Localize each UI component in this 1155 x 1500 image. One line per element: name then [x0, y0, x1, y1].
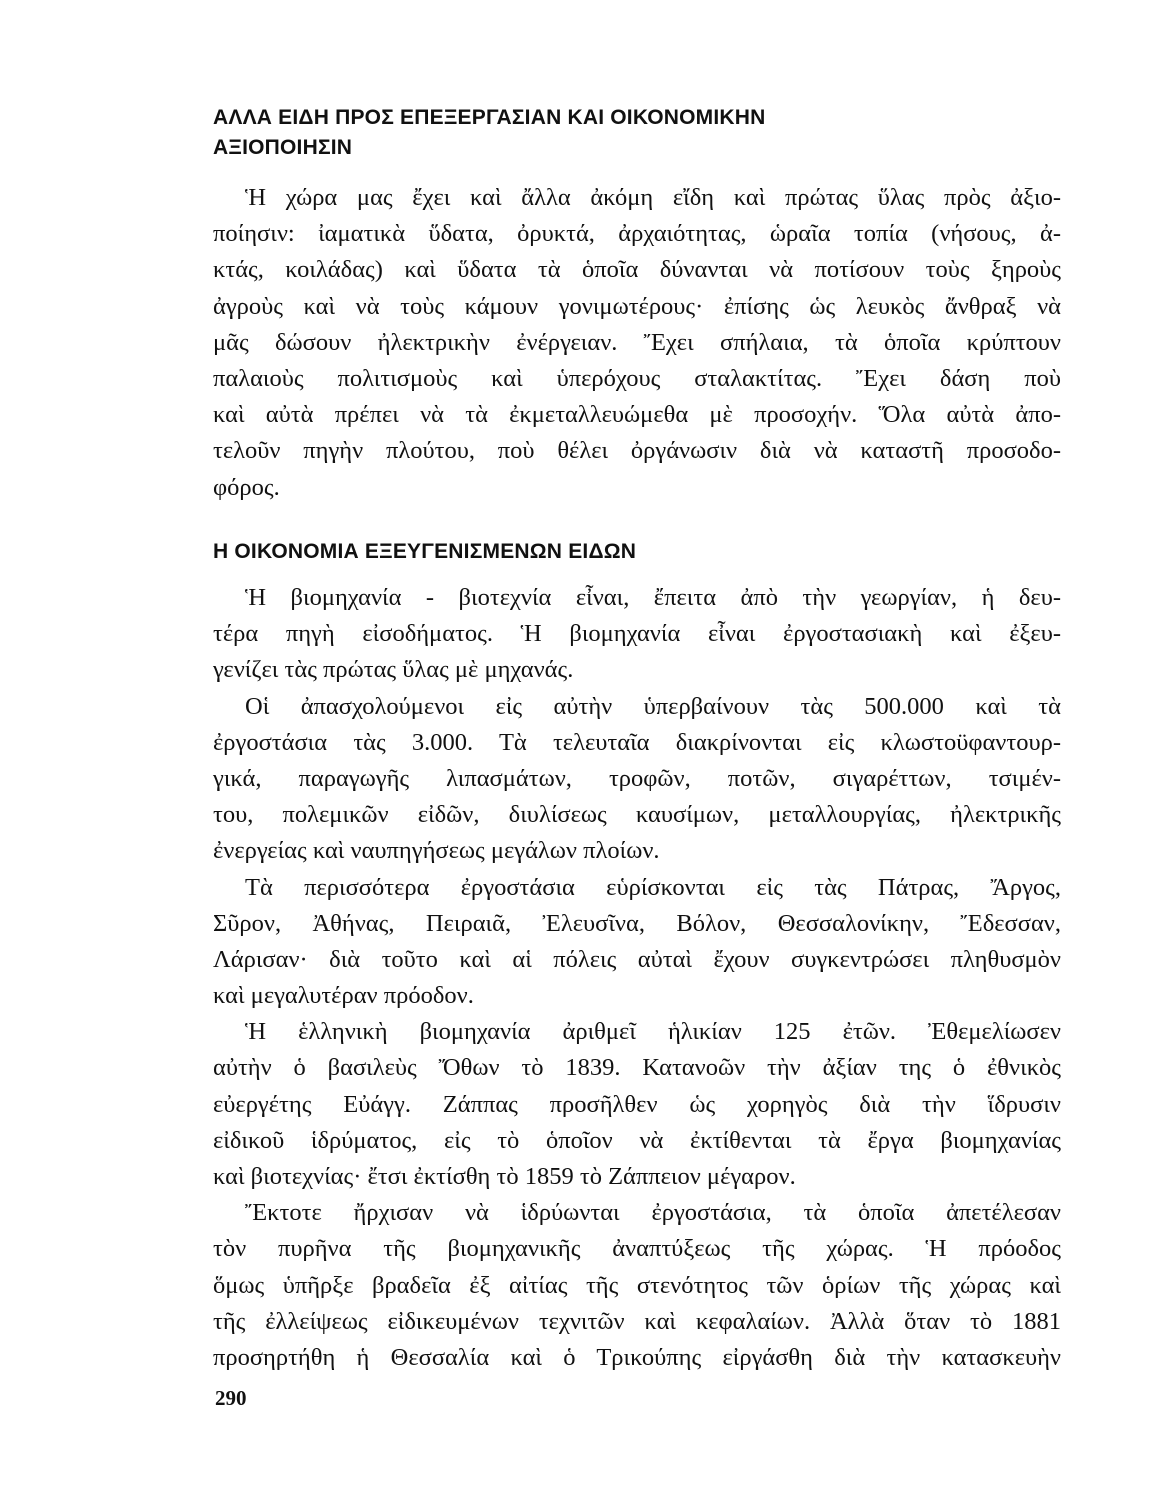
- text-line: του, πολεμικῶν εἰδῶν, διυλίσεως καυσίμων, μεταλλουργίας, ἠλεκτρικῆς: [213, 801, 1061, 829]
- page-number: 290: [215, 1386, 247, 1410]
- text-line: Ἡ χώρα μας ἔχει καὶ ἄλλα ἀκόμη εἴδη καὶ πρώτας ὕλας πρὸς ἀξιο-: [245, 184, 1061, 211]
- text-line: τῆς ἐλλείψεως εἰδικευμένων τεχνιτῶν καὶ κεφαλαίων. Ἀλλὰ ὅταν τὸ 1881: [213, 1307, 1061, 1335]
- text-line: ἐργοστάσια τὰς 3.000. Τὰ τελευταῖα διακρίνονται εἰς κλωστοϋφαντουρ-: [213, 728, 1061, 756]
- text-line: ποίησιν: ἰαματικὰ ὕδατα, ὀρυκτά, ἀρχαιότητας, ὡραῖα τοπία (νήσους, ἀ-: [213, 220, 1061, 248]
- text-line: αὐτὴν ὁ βασιλεὺς Ὄθων τὸ 1839. Κατανοῶν τὴν ἀξίαν της ὁ ἐθνικὸς: [213, 1054, 1061, 1082]
- text-line: τέρα πηγὴ εἰσοδήματος. Ἡ βιομηχανία εἶναι ἐργοστασιακὴ καὶ ἐξευ-: [213, 620, 1061, 648]
- text-line: ἐνεργείας καὶ ναυπηγήσεως μεγάλων πλοίων.: [213, 837, 660, 865]
- text-line: κτάς, κοιλάδας) καὶ ὕδατα τὰ ὁποῖα δύνανται νὰ ποτίσουν τοὺς ξηροὺς: [213, 256, 1061, 284]
- text-line: γενίζει τὰς πρώτας ὕλας μὲ μηχανάς.: [213, 656, 574, 684]
- heading-line: ΑΞΙΟΠΟΙΗΣΙΝ: [213, 136, 353, 159]
- text-line: Ἡ ἑλληνικὴ βιομηχανία ἀριθμεῖ ἡλικίαν 125 ἐτῶν. Ἐθεμελίωσεν: [245, 1018, 1061, 1046]
- text-line: Ἔκτοτε ἤρχισαν νὰ ἱδρύωνται ἐργοστάσια, τὰ ὁποῖα ἀπετέλεσαν: [245, 1199, 1061, 1227]
- text-line: φόρος.: [213, 473, 280, 501]
- paragraph-other-resources: [213, 180, 1061, 506]
- section-industry-text: [213, 580, 1061, 1376]
- text-line: Σῦρον, Ἀθήνας, Πειραιᾶ, Ἐλευσῖνα, Βόλον, Θεσσαλονίκην, Ἔδεσσαν,: [213, 909, 1061, 937]
- text-line: καὶ αὐτὰ πρέπει νὰ τὰ ἐκμεταλλευώμεθα μὲ προσοχήν. Ὅλα αὐτὰ ἀπο-: [213, 401, 1061, 429]
- text-line: Λάρισαν· διὰ τοῦτο καὶ αἱ πόλεις αὐταὶ ἔχουν συγκεντρώσει πληθυσμὸν: [213, 945, 1061, 973]
- text-line: τὸν πυρῆνα τῆς βιομηχανικῆς ἀναπτύξεως τῆς χώρας. Ἡ πρόοδος: [213, 1235, 1061, 1263]
- text-line: γικά, παραγωγῆς λιπασμάτων, τροφῶν, ποτῶν, σιγαρέττων, τσιμέν-: [213, 764, 1061, 792]
- text-line: εἰδικοῦ ἱδρύματος, εἰς τὸ ὁποῖον νὰ ἐκτίθενται τὰ ἔργα βιομηχανίας: [213, 1126, 1061, 1154]
- text-line: Ἡ βιομηχανία - βιοτεχνία εἶναι, ἔπειτα ἀπὸ τὴν γεωργίαν, ἡ δευ-: [245, 584, 1061, 611]
- heading-line: ΑΛΛΑ ΕΙΔΗ ΠΡΟΣ ΕΠΕΞΕΡΓΑΣΙΑΝ ΚΑΙ ΟΙΚΟΝΟΜΙΚΗΝ: [213, 106, 766, 129]
- section-heading-refined-goods: Η ΟΙΚΟΝΟΜΙΑ ΕΞΕΥΓΕΝΙΣΜΕΝΩΝ ΕΙΔΩΝ: [213, 540, 637, 563]
- text-line: ὅμως ὑπῆρξε βραδεῖα ἐξ αἰτίας τῆς στενότητος τῶν ὁρίων τῆς χώρας καὶ: [213, 1271, 1061, 1299]
- text-line: εὐεργέτης Εὐάγγ. Ζάππας προσῆλθεν ὡς χορηγὸς διὰ τὴν ἵδρυσιν: [213, 1090, 1061, 1118]
- text-line: τελοῦν πηγὴν πλούτου, ποὺ θέλει ὀργάνωσιν διὰ νὰ καταστῆ προσοδο-: [213, 437, 1061, 465]
- text-line: καὶ βιοτεχνίας· ἔτσι ἐκτίσθη τὸ 1859 τὸ Ζάππειον μέγαρον.: [213, 1163, 796, 1190]
- text-line: Τὰ περισσότερα ἐργοστάσια εὑρίσκονται εἰς τὰς Πάτρας, Ἄργος,: [245, 873, 1061, 901]
- text-line: προσηρτήθη ἡ Θεσσαλία καὶ ὁ Τρικούπης εἰργάσθη διὰ τὴν κατασκευὴν: [213, 1343, 1061, 1371]
- text-line: μᾶς δώσουν ἠλεκτρικὴν ἐνέργειαν. Ἔχει σπήλαια, τὰ ὁποῖα κρύπτουν: [213, 328, 1061, 356]
- section-heading-other-goods: [213, 103, 766, 163]
- text-line: Οἱ ἀπασχολούμενοι εἰς αὐτὴν ὑπερβαίνουν τὰς 500.000 καὶ τὰ: [245, 692, 1061, 720]
- text-line: ἀγροὺς καὶ νὰ τοὺς κάμουν γονιμωτέρους· ἐπίσης ὡς λευκὸς ἄνθραξ νὰ: [213, 292, 1061, 320]
- text-line: παλαιοὺς πολιτισμοὺς καὶ ὑπερόχους σταλακτίτας. Ἔχει δάση ποὺ: [213, 364, 1061, 392]
- text-line: καὶ μεγαλυτέραν πρόοδον.: [213, 982, 474, 1010]
